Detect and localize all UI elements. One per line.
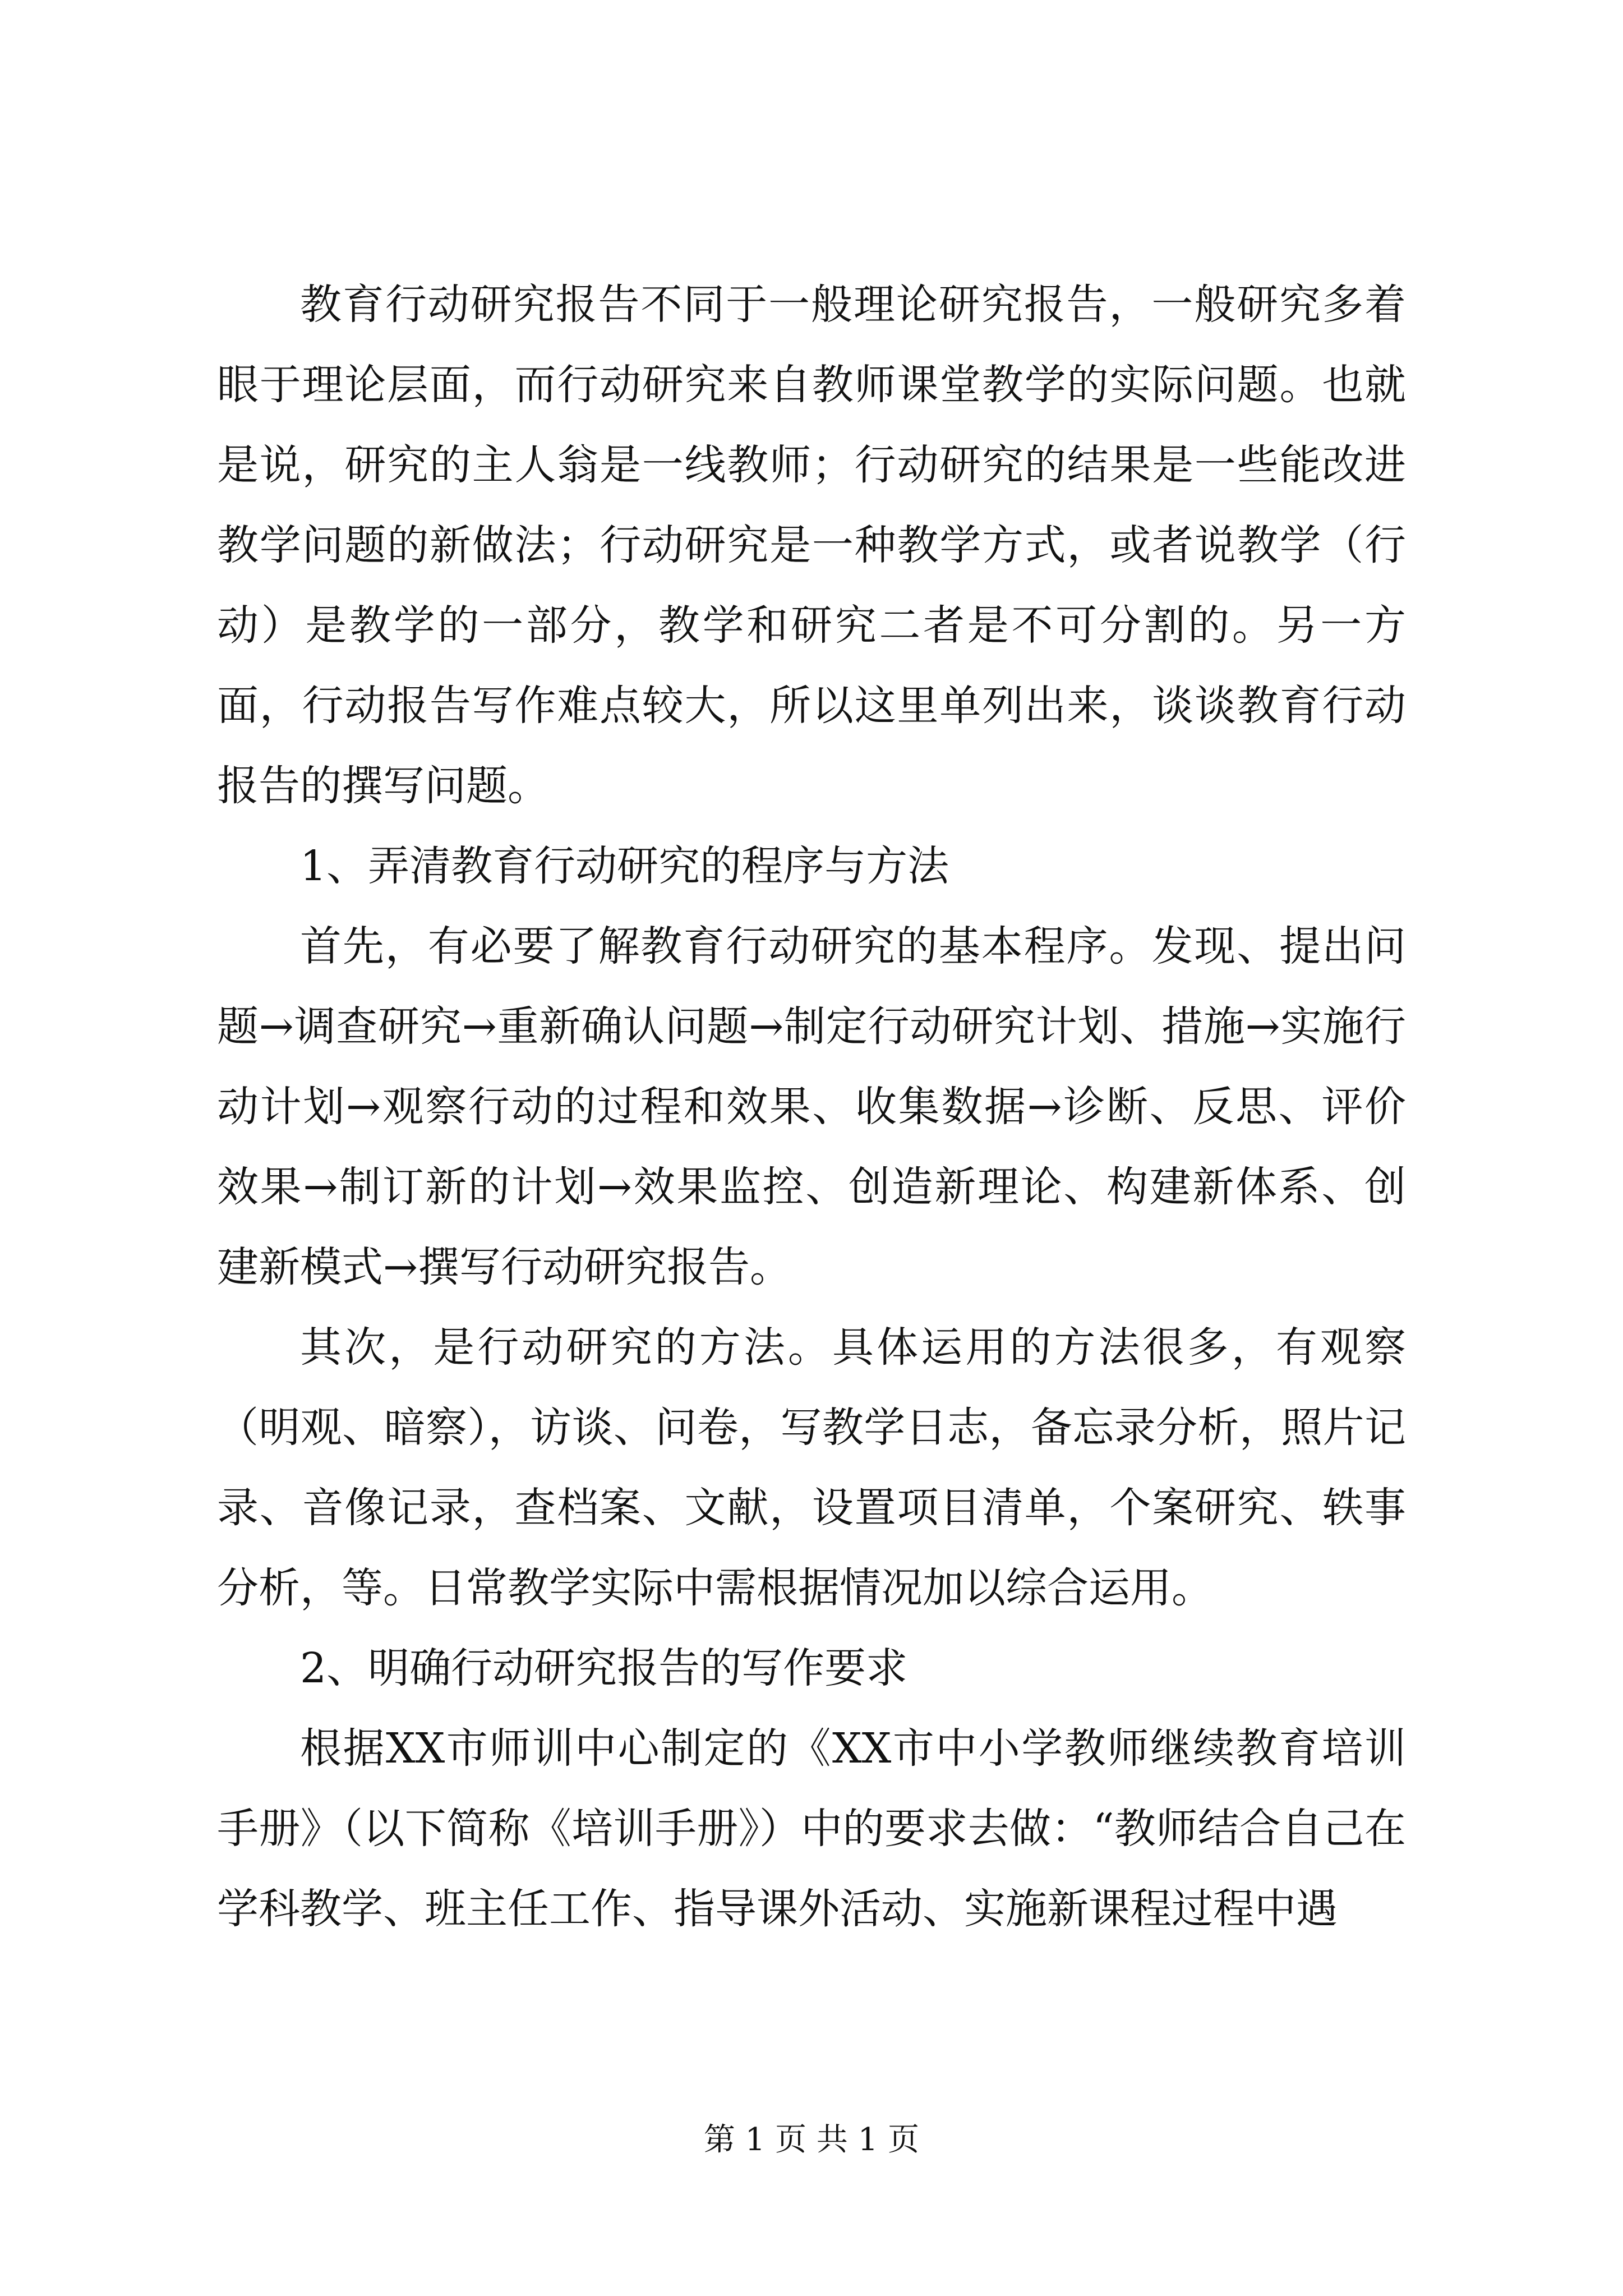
paragraph-requirements: 根据XX市师训中心制定的《XX市中小学教师继续教育培训手册》（以下简称《培训手册》）中的要求去做：“教师结合自己在学科教学、班主任工作、指导课外活动、实施新课程过程中遇 bbox=[217, 1724, 1406, 1933]
paragraph-intro: 教育行动研究报告不同于一般理论研究报告，一般研究多着眼于理论层面，而行动研究来自教师课堂教学的实际问题。也就是说，研究的主人翁是一线教师；行动研究的结果是一些能改进教学问题的新做法；行动研究是一种教学方式，或者说教学（行动）是教学的一部分，教学和研究二者是不可分割的。另一方面，行动报告写作难点较大，所以这里单列出来，谈谈教育行动报告的撰写问题。 bbox=[217, 280, 1406, 810]
section-heading-2: 2、明确行动研究报告的写作要求 bbox=[300, 1644, 908, 1692]
paragraph-methods: 其次，是行动研究的方法。具体运用的方法很多，有观察（明观、暗察），访谈、问卷，写教学日志，备忘录分析，照片记录、音像记录，查档案、文献，设置项目清单，个案研究、轶事分析，等。日常教学实际中需根据情况加以综合运用。 bbox=[217, 1323, 1406, 1612]
document-body bbox=[217, 265, 1406, 1949]
paragraph-procedure: 首先，有必要了解教育行动研究的基本程序。发现、提出问题→调查研究→重新确认问题→制定行动研究计划、措施→实施行动计划→观察行动的过程和效果、收集数据→诊断、反思、评价效果→制订新的计划→效果监控、创造新理论、构建新体系、创建新模式→撰写行动研究报告。 bbox=[217, 922, 1406, 1291]
page-number-footer: 第 1 页 共 1 页 bbox=[703, 2122, 920, 2158]
section-heading-1: 1、弄清教育行动研究的程序与方法 bbox=[300, 842, 949, 890]
